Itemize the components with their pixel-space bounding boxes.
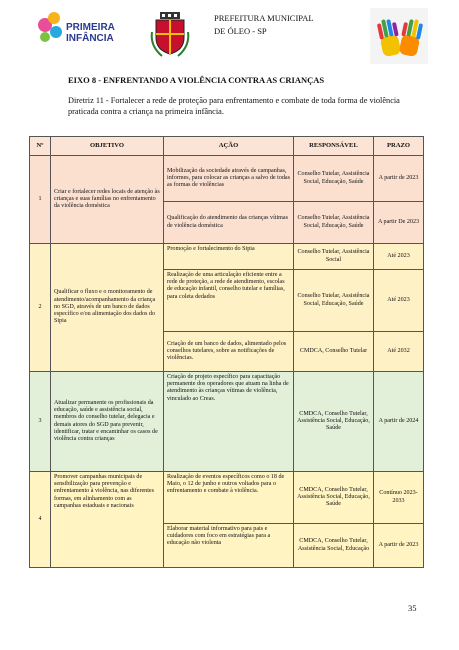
header-num: Nº [30, 137, 51, 156]
action-cell: Realização de uma articulação eficiente entre a rede de proteção, a rede de atendimento, escolas de educação infantil, conselho tutelar e famílias, para coleta dedados [164, 270, 294, 332]
section-title: EIXO 8 - ENFRENTANDO A VIOLÊNCIA CONTRA AS CRIANÇAS [68, 75, 325, 85]
action-cell: Promoção e fortalecimento do Sipia [164, 244, 294, 270]
responsible-cell: Conselho Tutelar, Assistência Social, Educação, Saúde [294, 270, 374, 332]
objective-cell: Qualificar o fluxo e o monitoramento de atendimento/acompanhamento da criança no SGD, através de um banco de dados específico e/ou alimentação dos dados do Sipia [51, 244, 164, 372]
header-line-1: PREFEITURA MUNICIPAL [214, 13, 314, 23]
responsible-cell: Conselho Tutelar, Assistência Social [294, 244, 374, 270]
header-objective: OBJETIVO [51, 137, 164, 156]
action-cell: Realização de eventos específicos como o 18 de Maio, o 12 de junho e outros voltados para o enfrentamento e combate à violência. [164, 472, 294, 524]
directive-text: Diretriz 11 - Fortalecer a rede de proteção para enfrentamento e combate de toda forma de violência praticada contra a criança na primeira infância. [68, 96, 400, 116]
deadline-cell: A partir de 2023 [374, 524, 424, 568]
deadline-cell: Até 2023 [374, 244, 424, 270]
deadline-cell: Contínuo 2023-2033 [374, 472, 424, 524]
action-cell: Criação de projeto específico para capacitação permanente dos operadores que atuam na linha de atendimento às crianças vítimas de violência, vinculado ao Creas. [164, 372, 294, 472]
header-text [214, 12, 314, 38]
row-number: 2 [30, 244, 51, 372]
action-cell: Criação de um banco de dados, alimentado pelos conselhos tutelares, sobre as notificações de violências. [164, 332, 294, 372]
responsible-cell: CMDCA, Conselho Tutelar, Assistência Social, Educação, Saúde [294, 372, 374, 472]
responsible-cell: CMDCA, Conselho Tutelar [294, 332, 374, 372]
action-cell: Elaborar material informativo para pais e cuidadores com foco em estratégias para a educação não violenta [164, 524, 294, 568]
table-row [30, 472, 424, 524]
responsible-cell: CMDCA, Conselho Tutelar, Assistência Social, Educação, Saúde [294, 472, 374, 524]
row-number: 3 [30, 372, 51, 472]
header-responsible: RESPONSÁVEL [294, 137, 374, 156]
painted-hands-icon [370, 8, 428, 64]
row-number: 1 [30, 156, 51, 244]
objective-cell: Promover campanhas municipais de sensibilização para prevenção e enfrentamento à violência, nas diferentes formas, em alinhamento com as campanhas estaduais e nacionais [51, 472, 164, 568]
table-header-row [30, 137, 424, 156]
primeira-infancia-logo [38, 12, 128, 52]
header-action: AÇÃO [164, 137, 294, 156]
table-row [30, 372, 424, 472]
objective-cell: Criar e fortalecer redes locais de atenção às crianças e suas famílias no enfrentamento da violência doméstica [51, 156, 164, 244]
table-row [30, 156, 424, 202]
logo-text: PRIMEIRA INFÂNCIA [66, 22, 115, 44]
header-line-2: DE ÓLEO - SP [214, 26, 267, 36]
action-cell: Qualificação do atendimento das crianças vítimas de violência doméstica [164, 202, 294, 244]
deadline-cell: A partir de 2023 [374, 156, 424, 202]
deadline-cell: Até 2023 [374, 270, 424, 332]
row-number: 4 [30, 472, 51, 568]
action-plan-table [29, 136, 424, 568]
deadline-cell: Até 2032 [374, 332, 424, 372]
action-cell: Mobilização da sociedade através de campanhas, informes, para colocar as crianças a salvo de todas as formas de violências [164, 156, 294, 202]
responsible-cell: CMDCA, Conselho Tutelar, Assistência Social, Educação [294, 524, 374, 568]
responsible-cell: Conselho Tutelar, Assistência Social, Educação, Saúde [294, 202, 374, 244]
header-deadline: PRAZO [374, 137, 424, 156]
page-number: 35 [408, 603, 417, 613]
objective-cell: Atualizar permanente os profissionais da educação, saúde e assistência social, membros do conselho tutelar, delegacia e demais atores do SGD para prevenir, identificar, tratar e encaminhar os casos de violência contra crianças [51, 372, 164, 472]
municipal-crest-icon [150, 12, 190, 58]
responsible-cell: Conselho Tutelar, Assistência Social, Educação, Saúde [294, 156, 374, 202]
page-header [0, 0, 459, 70]
deadline-cell: A partir de 2024 [374, 372, 424, 472]
table-row [30, 244, 424, 270]
deadline-cell: A partir De 2023 [374, 202, 424, 244]
